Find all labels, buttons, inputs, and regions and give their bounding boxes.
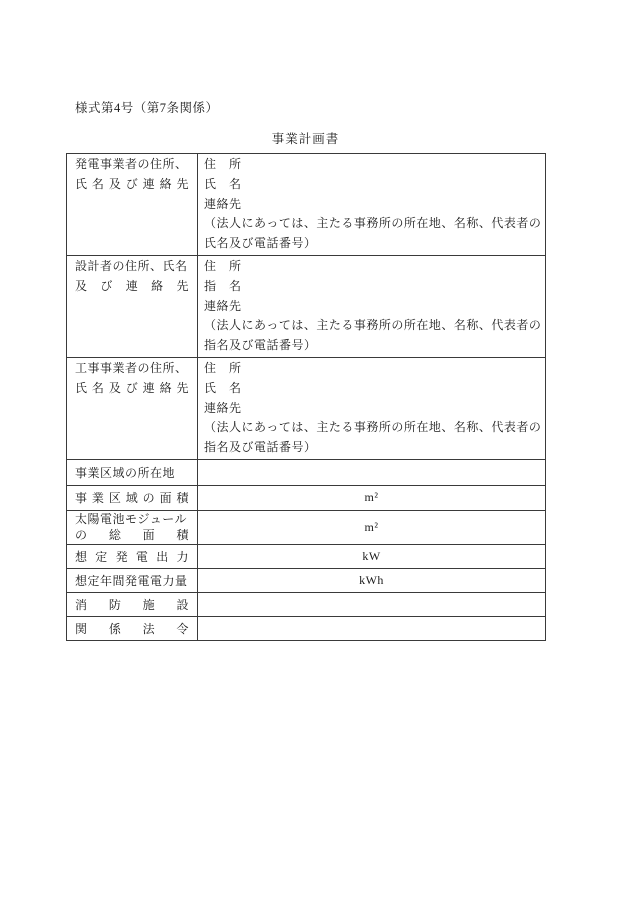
value-line-contact: 連絡先	[204, 298, 242, 313]
value-line-note-2: 氏名及び電話番号）	[204, 236, 317, 251]
label-line: 関係法令	[75, 621, 189, 636]
label-line: 発電事業者の住所、	[75, 157, 188, 171]
unit-kilowatt: kW	[362, 548, 381, 563]
label-line: の総面積	[75, 528, 189, 543]
row-site-area	[67, 485, 546, 510]
constructor-label-cell	[67, 357, 198, 459]
value-line-name: 氏 名	[204, 380, 242, 395]
value-line-contact: 連絡先	[204, 400, 242, 415]
value-line-address: 住 所	[204, 360, 242, 375]
row-constructor-address	[67, 357, 546, 459]
module-area-label-cell	[67, 510, 198, 544]
value-line-name: 氏 名	[204, 176, 242, 191]
value-line-note-1: （法人にあっては、主たる事務所の所在地、名称、代表者の	[204, 216, 542, 231]
label-line: 想定年間発電電力量	[75, 573, 188, 588]
value-line-address: 住 所	[204, 258, 242, 273]
document-title: 事業計画書	[271, 132, 340, 146]
business-plan-table	[66, 153, 546, 641]
label-line: 設計者の住所、氏名	[75, 258, 188, 273]
annual-energy-label-cell	[67, 568, 198, 592]
designer-value-cell	[198, 255, 546, 357]
module-area-value-cell	[198, 510, 546, 544]
value-line-contact: 連絡先	[204, 196, 242, 211]
constructor-value-cell	[198, 357, 546, 459]
label-line: 事業区域の面積	[75, 491, 189, 506]
label-line: 事業区域の所在地	[75, 465, 176, 480]
label-line: 工事事業者の住所、	[75, 360, 188, 375]
row-related-laws	[67, 616, 546, 640]
value-line-note-1: （法人にあっては、主たる事務所の所在地、名称、代表者の	[204, 420, 542, 435]
site-location-label-cell	[67, 459, 198, 485]
unit-kilowatt-hour: kWh	[359, 572, 384, 587]
label-line: 消防施設	[75, 597, 189, 612]
operator-value-cell	[198, 154, 546, 256]
related-laws-value-cell	[198, 616, 546, 640]
unit-square-meters: m²	[364, 519, 379, 534]
value-line-note-2: 指名及び電話番号）	[204, 440, 317, 455]
annual-energy-value-cell	[198, 568, 546, 592]
fire-facilities-label-cell	[67, 592, 198, 616]
operator-label-cell	[67, 154, 198, 256]
label-line: 及び連絡先	[75, 278, 189, 293]
row-module-area	[67, 510, 546, 544]
value-line-note-1: （法人にあっては、主たる事務所の所在地、名称、代表者の	[204, 318, 542, 333]
label-line: 太陽電池モジュール	[75, 512, 188, 527]
row-site-location	[67, 459, 546, 485]
value-line-address: 住 所	[204, 157, 242, 171]
row-designer-address	[67, 255, 546, 357]
row-fire-facilities	[67, 592, 546, 616]
designer-label-cell	[67, 255, 198, 357]
form-number: 様式第4号（第7条関係）	[75, 101, 219, 115]
label-line: 想定発電出力	[75, 549, 189, 564]
row-expected-output	[67, 544, 546, 568]
expected-output-label-cell	[67, 544, 198, 568]
fire-facilities-value-cell	[198, 592, 546, 616]
value-line-note-2: 指名及び電話番号）	[204, 338, 317, 353]
row-annual-energy	[67, 568, 546, 592]
related-laws-label-cell	[67, 616, 198, 640]
site-location-value-cell	[198, 459, 546, 485]
label-line: 氏名及び連絡先	[75, 176, 189, 191]
row-operator-address	[67, 154, 546, 256]
site-area-value-cell	[198, 485, 546, 510]
label-line: 氏名及び連絡先	[75, 380, 189, 395]
expected-output-value-cell	[198, 544, 546, 568]
site-area-label-cell	[67, 485, 198, 510]
value-line-name: 指 名	[204, 278, 242, 293]
unit-square-meters: m²	[364, 490, 379, 505]
